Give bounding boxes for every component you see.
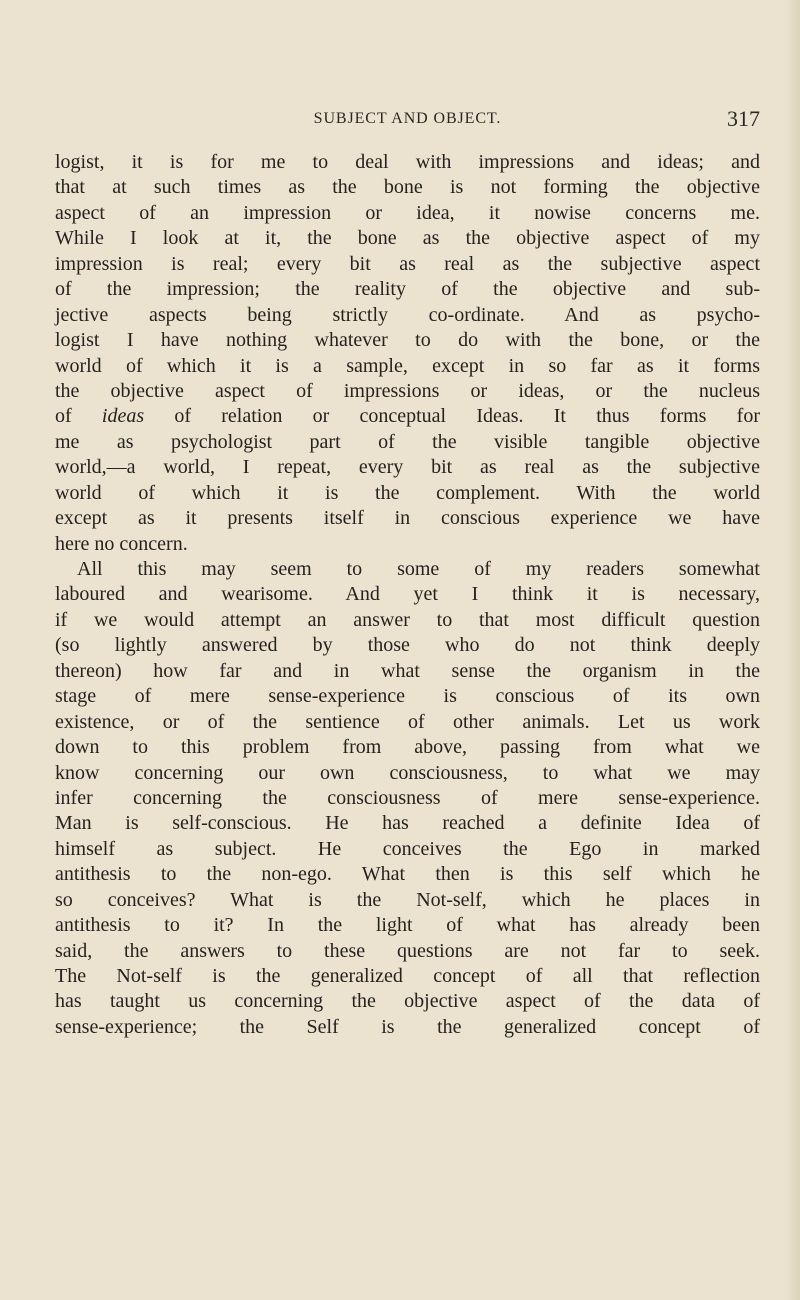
- text-line: of the impression; the reality of the objective and sub-: [55, 278, 760, 301]
- text-line: infer concerning the consciousness of mere sense-experience.: [55, 786, 760, 809]
- text-line: me as psychologist part of the visible tangible objective: [55, 430, 760, 453]
- text-line: antithesis to it? In the light of what has already been: [55, 914, 760, 937]
- text-line: thereon) how far and in what sense the organism in the: [55, 659, 760, 682]
- text-line: except as it presents itself in conscious experience we have: [55, 507, 760, 530]
- page-header: [55, 106, 760, 136]
- italic-word: ideas: [101, 405, 145, 428]
- page-edge-shadow: [786, 0, 800, 1300]
- text-line: logist I have nothing whatever to do with the bone, or the: [55, 329, 760, 352]
- text-line: if we would attempt an answer to that most difficult question: [55, 608, 760, 631]
- text-line: (so lightly answered by those who do not think deeply: [55, 634, 760, 657]
- text-line: world,—a world, I repeat, every bit as real as the subjective: [55, 456, 760, 479]
- text-line: stage of mere sense-experience is conscious of its own: [55, 685, 760, 708]
- text-line: All this may seem to some of my readers somewhat: [77, 558, 760, 580]
- text-line: While I look at it, the bone as the objective aspect of my: [55, 227, 760, 250]
- running-head: SUBJECT AND OBJECT.: [313, 110, 502, 127]
- text-line: antithesis to the non-ego. What then is this self which he: [55, 863, 760, 886]
- text-line: world of which it is a sample, except in so far as it forms: [55, 354, 760, 377]
- text-line: jective aspects being strictly co-ordinate. And as psycho-: [55, 303, 760, 326]
- text-line: The Not-self is the generalized concept of all that reflection: [55, 965, 760, 987]
- text-line-with-italic: [55, 404, 760, 429]
- text-line: know concerning our own consciousness, to what we may: [55, 761, 760, 784]
- text-line: down to this problem from above, passing from what we: [55, 736, 760, 759]
- text-line: that at such times as the bone is not forming the objective: [55, 176, 760, 199]
- text-line: has taught us concerning the objective aspect of the data of: [55, 990, 760, 1013]
- text-line: world of which it is the complement. With the world: [55, 481, 760, 504]
- text-line: aspect of an impression or idea, it nowise concerns me.: [55, 201, 760, 224]
- text-line: Man is self-conscious. He has reached a definite Idea of: [55, 812, 760, 835]
- text-line: here no concern.: [55, 532, 188, 555]
- text-line: so conceives? What is the Not-self, which he places in: [55, 888, 760, 911]
- text-line: logist, it is for me to deal with impressions and ideas; and: [55, 151, 760, 173]
- text-line: impression is real; every bit as real as the subjective aspect: [55, 252, 760, 275]
- text-line: laboured and wearisome. And yet I think it is necessary,: [55, 583, 760, 606]
- body-text: [55, 150, 760, 1040]
- text-line: sense-experience; the Self is the generalized concept of: [55, 1015, 760, 1038]
- line-segment: of: [55, 405, 102, 428]
- line-segment: of relation or conceptual Ideas. It thus forms for: [144, 405, 760, 428]
- text-line: existence, or of the sentience of other animals. Let us work: [55, 710, 760, 733]
- page-number: 317: [727, 106, 760, 131]
- text-line: said, the answers to these questions are not far to seek.: [55, 939, 760, 962]
- text-line: himself as subject. He conceives the Ego in marked: [55, 837, 760, 860]
- text-line: the objective aspect of impressions or ideas, or the nucleus: [55, 379, 760, 402]
